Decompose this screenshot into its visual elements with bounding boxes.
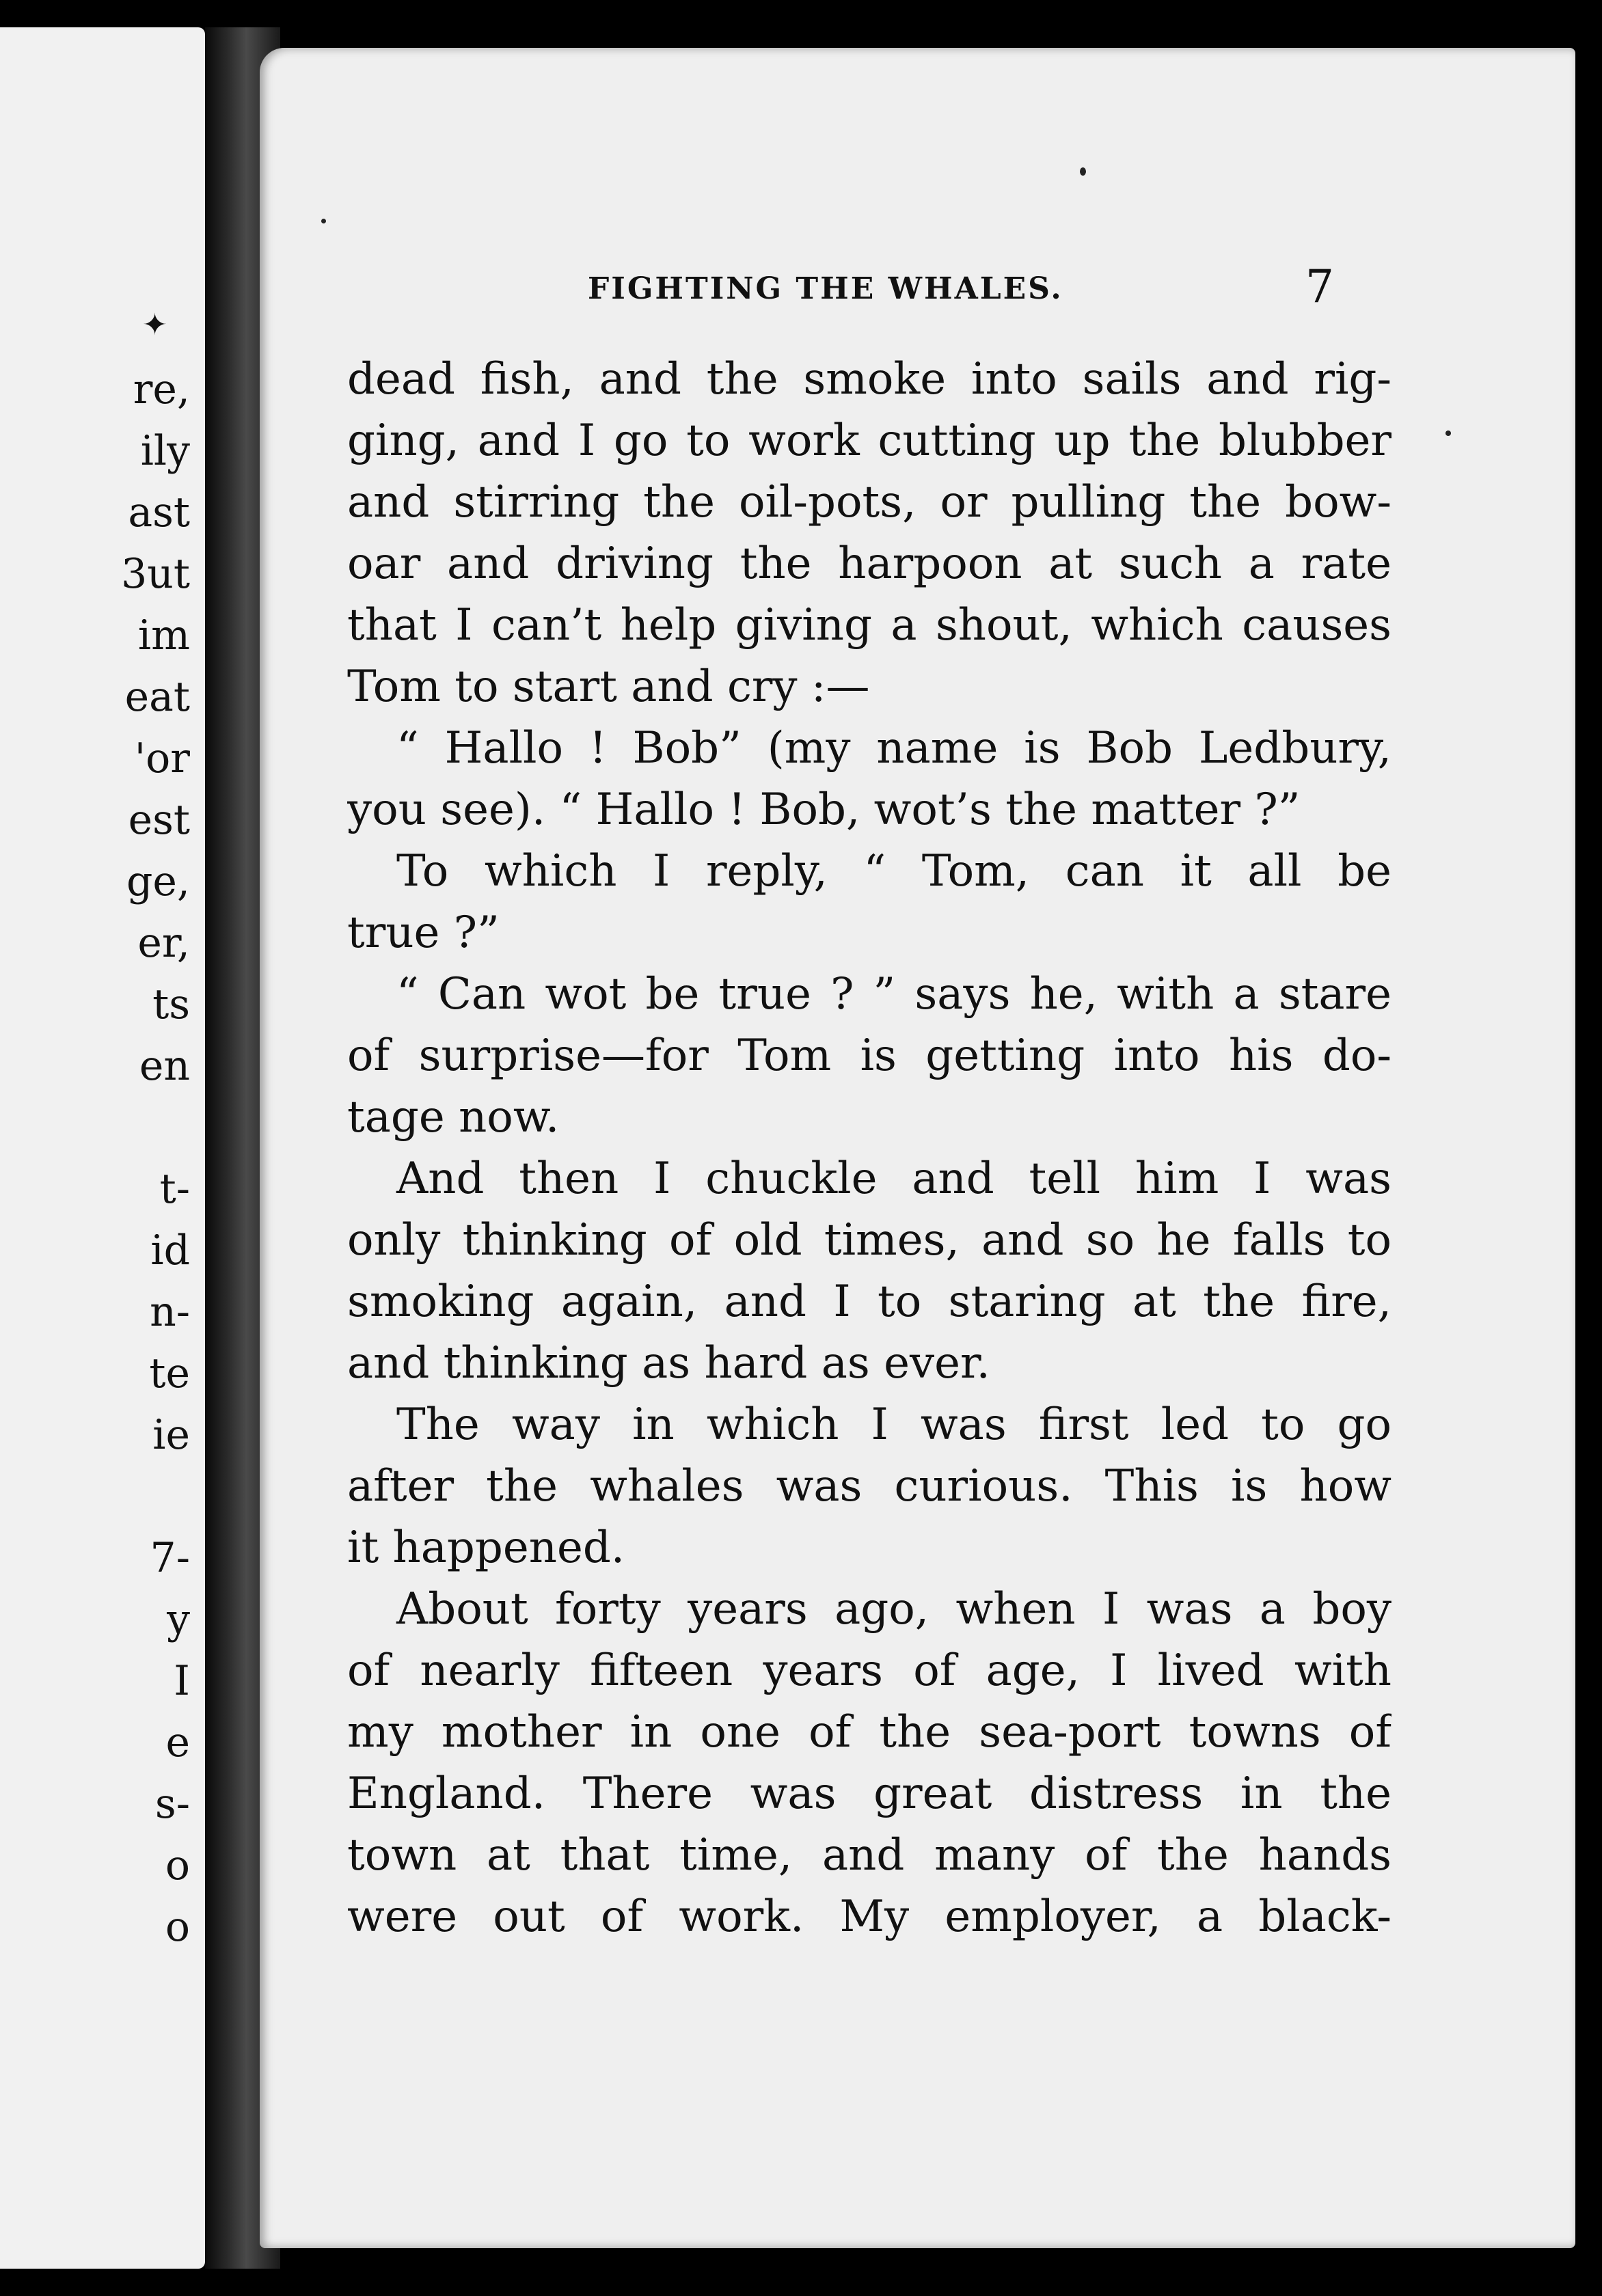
- text-line: And then I chuckle and tell him I was: [396, 1153, 1391, 1204]
- text-line: only thinking of old times, and so he falls to: [347, 1215, 1391, 1266]
- print-speck: [1445, 430, 1451, 436]
- text-line: it happened.: [347, 1522, 625, 1573]
- text-line: oar and driving the harpoon at such a rate: [347, 538, 1391, 589]
- text-line: dead fish, and the smoke into sails and rig-: [347, 354, 1391, 405]
- page-number: 7: [1305, 260, 1334, 313]
- print-speck: [1080, 167, 1086, 176]
- left-fragment: e: [165, 1719, 190, 1766]
- left-fragment: o: [165, 1903, 190, 1951]
- left-fragment: est: [128, 796, 190, 844]
- left-fragment: en: [139, 1042, 190, 1090]
- left-fragment: re,: [133, 366, 190, 413]
- left-fragment: y: [167, 1596, 190, 1643]
- left-fragment: id: [150, 1227, 190, 1274]
- running-head: [260, 260, 1575, 313]
- text-line: that I can’t help giving a shout, which causes: [347, 600, 1391, 651]
- text-line: “ Can wot be true ? ” says he, with a stare: [396, 969, 1391, 1020]
- left-fragment: 'or: [134, 735, 190, 782]
- text-line: ging, and I go to work cutting up the blubber: [347, 415, 1391, 466]
- text-line: smoking again, and I to staring at the fire,: [347, 1276, 1391, 1327]
- left-fragment: ast: [128, 489, 190, 536]
- left-fragment: er,: [137, 919, 190, 967]
- left-fragment: ts: [152, 981, 190, 1028]
- text-line: my mother in one of the sea-port towns of: [347, 1707, 1391, 1758]
- left-fragment: ie: [152, 1411, 190, 1459]
- left-fragment: ge,: [126, 858, 190, 905]
- left-fragment: im: [137, 612, 190, 659]
- text-line: were out of work. My employer, a black-: [347, 1891, 1391, 1942]
- running-title: FIGHTING THE WHALES.: [588, 271, 1063, 306]
- text-line: tage now.: [347, 1092, 560, 1143]
- left-fragment: eat: [124, 673, 190, 721]
- ornament-mark: ✦: [142, 308, 167, 342]
- text-line: England. There was great distress in the: [347, 1768, 1391, 1819]
- left-fragment: 7-: [150, 1534, 190, 1582]
- left-fragment: I: [174, 1657, 190, 1705]
- left-fragment: s-: [154, 1780, 190, 1828]
- text-line: true ?”: [347, 907, 500, 958]
- left-fragment: t-: [159, 1165, 190, 1213]
- text-line: About forty years ago, when I was a boy: [396, 1584, 1391, 1635]
- text-line: and thinking as hard as ever.: [347, 1338, 990, 1389]
- text-line: The way in which I was first led to go: [396, 1399, 1391, 1450]
- left-fragment: 3ut: [121, 550, 190, 598]
- left-fragment: o: [165, 1842, 190, 1889]
- print-speck: [321, 219, 326, 223]
- text-line: of nearly fifteen years of age, I lived with: [347, 1645, 1391, 1696]
- text-line: town at that time, and many of the hands: [347, 1830, 1391, 1881]
- body-text: [347, 348, 1391, 1948]
- left-fragment: ily: [140, 427, 190, 475]
- book-page: [260, 48, 1575, 2248]
- text-line: “ Hallo ! Bob” (my name is Bob Ledbury,: [396, 723, 1391, 774]
- left-facing-page: [0, 27, 205, 2269]
- left-fragment: n-: [150, 1288, 190, 1336]
- text-line: you see). “ Hallo ! Bob, wot’s the matter ?”: [347, 784, 1301, 835]
- text-line: Tom to start and cry :—: [347, 661, 870, 712]
- text-line: after the whales was curious. This is how: [347, 1461, 1391, 1512]
- text-line: of surprise—for Tom is getting into his do-: [347, 1030, 1391, 1081]
- left-fragment: te: [149, 1350, 190, 1397]
- text-line: To which I reply, “ Tom, can it all be: [396, 846, 1391, 897]
- text-line: and stirring the oil-pots, or pulling the bow-: [347, 477, 1391, 528]
